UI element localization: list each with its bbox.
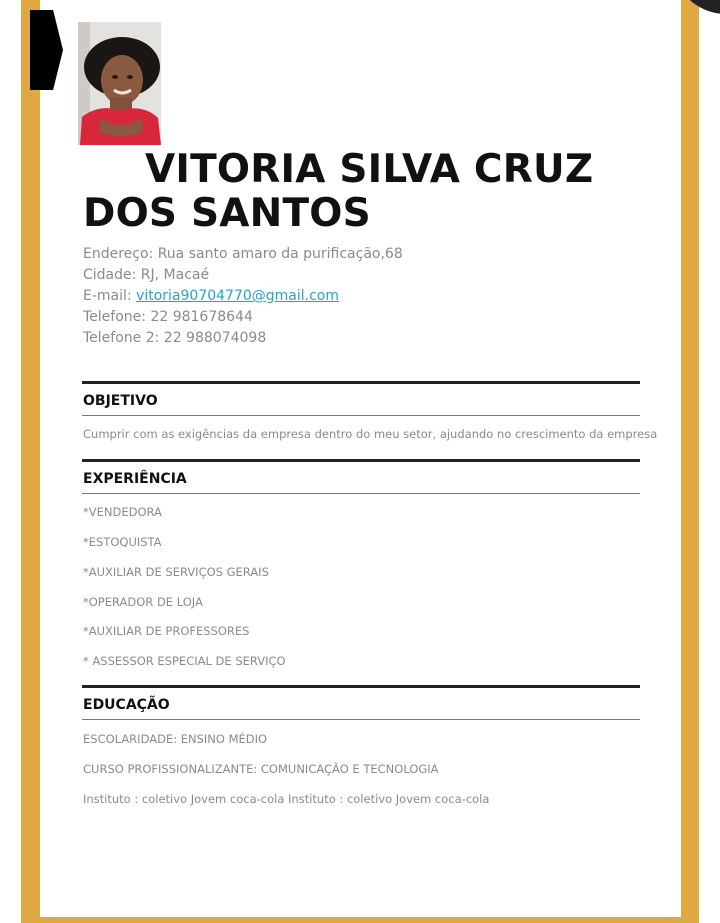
email-link[interactable]: vitoria90704770@gmail.com [136, 288, 340, 304]
section-objective [82, 381, 640, 416]
section-title: OBJETIVO [83, 393, 158, 409]
section-rule [82, 719, 640, 720]
profile-photo [78, 22, 161, 145]
objective-text: Cumprir com as exigências da empresa dentro do meu setor, ajudando no crescimento da empresa [83, 427, 658, 441]
education-item: ESCOLARIDADE: ENSINO MÉDIO [83, 732, 268, 746]
experience-item: *ESTOQUISTA [83, 535, 162, 549]
education-item: Instituto : coletivo Jovem coca-cola Instituto : coletivo Jovem coca-cola [83, 792, 490, 806]
experience-item: *VENDEDORA [83, 505, 162, 519]
address-line: Endereço: Rua santo amaro da purificação,68 [83, 246, 403, 262]
section-title: EXPERIÊNCIA [83, 471, 187, 487]
right-border-stripe [681, 0, 699, 923]
experience-item: *OPERADOR DE LOJA [83, 595, 203, 609]
experience-item: *AUXILIAR DE PROFESSORES [83, 624, 250, 638]
contact-info [83, 244, 643, 349]
phone-line: Telefone: 22 981678644 [83, 309, 253, 325]
email-line [83, 286, 643, 307]
left-border-stripe [21, 0, 40, 923]
experience-item: *AUXILIAR DE SERVIÇOS GERAIS [83, 565, 269, 579]
education-item: CURSO PROFISSIONALIZANTE: COMUNICAÇÃO E TECNOLOGIA [83, 762, 439, 776]
section-rule [82, 415, 640, 416]
phone2-line: Telefone 2: 22 988074098 [83, 330, 267, 346]
experience-item: * ASSESSOR ESPECIAL DE SERVIÇO [83, 654, 286, 668]
city-line: Cidade: RJ, Macaé [83, 267, 210, 283]
email-label: E-mail: [83, 288, 137, 304]
section-rule [82, 493, 640, 494]
section-education [82, 685, 640, 720]
bottom-border-stripe [21, 917, 699, 923]
section-title: EDUCAÇÃO [83, 697, 170, 713]
candidate-name: VITORIA SILVA CRUZ DOS SANTOS [83, 147, 594, 236]
bookmark-flag-icon [30, 10, 63, 90]
section-experience [82, 459, 640, 494]
